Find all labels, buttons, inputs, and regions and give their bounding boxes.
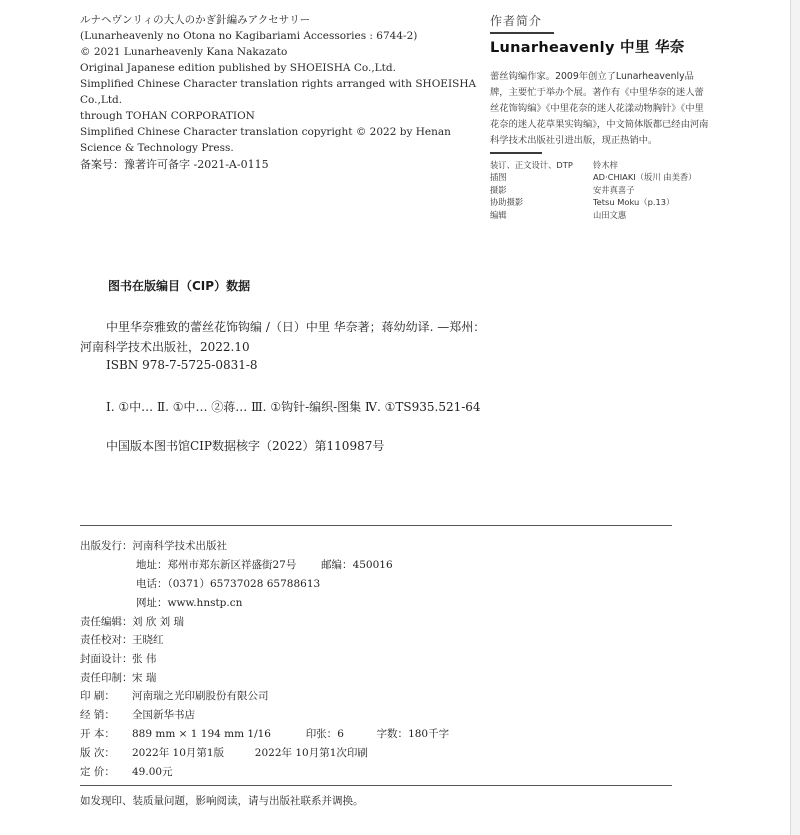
copyright-block	[80, 12, 480, 156]
copyright-line: Original Japanese edition published by SHOEISHA Co.,Ltd.	[80, 62, 396, 74]
edition-label: 版 次：	[80, 747, 115, 759]
staff-divider	[490, 152, 542, 154]
credit-label: 印 刷：	[80, 690, 115, 702]
postcode-label: 邮编：	[321, 559, 353, 571]
author-heading: 作者简介	[490, 14, 543, 28]
sheets-value: 6	[337, 728, 344, 740]
address-label: 地址：	[136, 559, 168, 571]
edition-value: 2022年 10月第1版	[132, 747, 225, 759]
author-name: Lunarheavenly 中里 华奈	[490, 40, 685, 56]
staff-role: 摄影	[490, 184, 507, 195]
staff-row	[490, 171, 720, 183]
author-box	[490, 12, 710, 149]
web-row	[136, 595, 242, 610]
cip-entry-line: 河南科学技术出版社，2022.10	[80, 340, 250, 354]
words-value: 180千字	[408, 728, 450, 740]
staff-name: AD·CHIAKI（坂川 由美香）	[593, 172, 697, 183]
copyright-line: © 2021 Lunarheavenly Kana Nakazato	[80, 46, 288, 58]
price-label: 定 价：	[80, 766, 115, 778]
credit-label: 责任编辑：	[80, 616, 133, 628]
cip-library-number: 中国版本图书馆CIP数据核字（2022）第110987号	[106, 439, 385, 453]
copyright-line: Simplified Chinese Character translation copyright © 2022 by Henan Science & Technology Press.	[80, 126, 451, 154]
publisher-label: 出版发行：	[80, 540, 133, 552]
staff-name: Tetsu Moku（p.13）	[593, 197, 675, 208]
address-value: 郑州市郑东新区祥盛街27号	[167, 559, 297, 571]
cip-isbn: ISBN 978-7-5725-0831-8	[106, 358, 258, 372]
credit-row	[80, 670, 156, 685]
price-value: 49.00元	[132, 766, 173, 778]
staff-name: 铃木梓	[593, 160, 618, 170]
credit-value: 河南瑞之光印刷股份有限公司	[132, 690, 269, 702]
price-row	[80, 764, 173, 779]
credit-row	[80, 707, 195, 722]
staff-row	[490, 184, 720, 196]
credit-value: 全国新华书店	[132, 709, 195, 721]
registration-number: 备案号：豫著许可备字 -2021-A-0115	[80, 158, 269, 171]
phone-label: 电话：	[136, 578, 168, 590]
divider-top	[80, 525, 672, 526]
credit-value: 刘 欣 刘 瑞	[132, 616, 185, 628]
web-label: 网址：	[136, 597, 168, 609]
credit-value: 宋 瑞	[132, 672, 157, 684]
credit-label: 责任校对：	[80, 634, 133, 646]
format-row	[80, 726, 449, 741]
web-value: www.hnstp.cn	[167, 597, 243, 609]
staff-name: 山田文惠	[593, 209, 627, 220]
quality-notice: 如发现印、装质量问题，影响阅读，请与出版社联系并调换。	[80, 795, 364, 807]
staff-name: 安井真喜子	[593, 184, 635, 195]
staff-row	[490, 209, 720, 221]
staff-credits	[490, 152, 720, 221]
copyright-line: through TOHAN CORPORATION	[80, 110, 255, 122]
edition-row	[80, 745, 368, 760]
credit-row	[80, 688, 269, 703]
printing-value: 2022年 10月第1次印刷	[254, 747, 368, 759]
author-divider	[490, 32, 554, 34]
credit-row	[80, 632, 164, 647]
cip-classification: Ⅰ. ①中… Ⅱ. ①中… ②蒋… Ⅲ. ①钩针-编织-图集 Ⅳ. ①TS935.521-64	[106, 400, 481, 414]
staff-row	[490, 159, 720, 171]
copyright-line: (Lunarheavenly no Otona no Kagibariami Accessories : 6744-2)	[80, 30, 418, 42]
staff-role: 装订、正文设计、DTP	[490, 160, 573, 170]
format-value: 889 mm × 1 194 mm 1/16	[132, 728, 271, 740]
credit-label: 经 销：	[80, 709, 115, 721]
publisher-row	[80, 538, 227, 553]
staff-role: 协助摄影	[490, 197, 524, 208]
author-bio: 蕾丝钩编作家。2009年创立了Lunarheavenly品牌，主要忙于举办个展。著作有《中里华奈的迷人蕾丝花饰钩编》《中里花奈的迷人花漾动物胸针》《中里花奈的迷人花草果实钩编》，中文简体版都已经由河南科学技术出版社引进出版，现正热销中。	[490, 71, 709, 146]
publisher-value: 河南科学技术出版社	[132, 540, 227, 552]
phone-value: （0371）65737028 65788613	[167, 578, 321, 590]
credit-row	[80, 614, 184, 629]
credit-label: 责任印制：	[80, 672, 133, 684]
staff-row	[490, 196, 720, 208]
credit-value: 王晓红	[132, 634, 164, 646]
copyright-line: Simplified Chinese Character translation rights arranged with SHOEISHA Co.,Ltd.	[80, 78, 477, 106]
copyright-line: ルナヘヴンリィの大人のかぎ針編みアクセサリー	[80, 14, 311, 26]
format-label: 开 本：	[80, 728, 115, 740]
postcode-value: 450016	[352, 559, 393, 571]
phone-row	[136, 576, 320, 591]
sheets-label: 印张：	[305, 728, 338, 740]
credit-value: 张 伟	[132, 653, 157, 665]
divider-bottom	[80, 785, 672, 786]
credit-label: 封面设计：	[80, 653, 133, 665]
staff-role: 插图	[490, 172, 507, 183]
cip-title: 图书在版编目（CIP）数据	[108, 279, 251, 293]
words-label: 字数：	[376, 728, 409, 740]
cip-entry-line: 中里华奈雅致的蕾丝花饰钩编 /（日）中里 华奈著；蒋幼幼译. —郑州：	[106, 320, 486, 334]
credit-row	[80, 651, 156, 666]
staff-role: 编辑	[490, 209, 507, 220]
address-row	[136, 557, 393, 572]
